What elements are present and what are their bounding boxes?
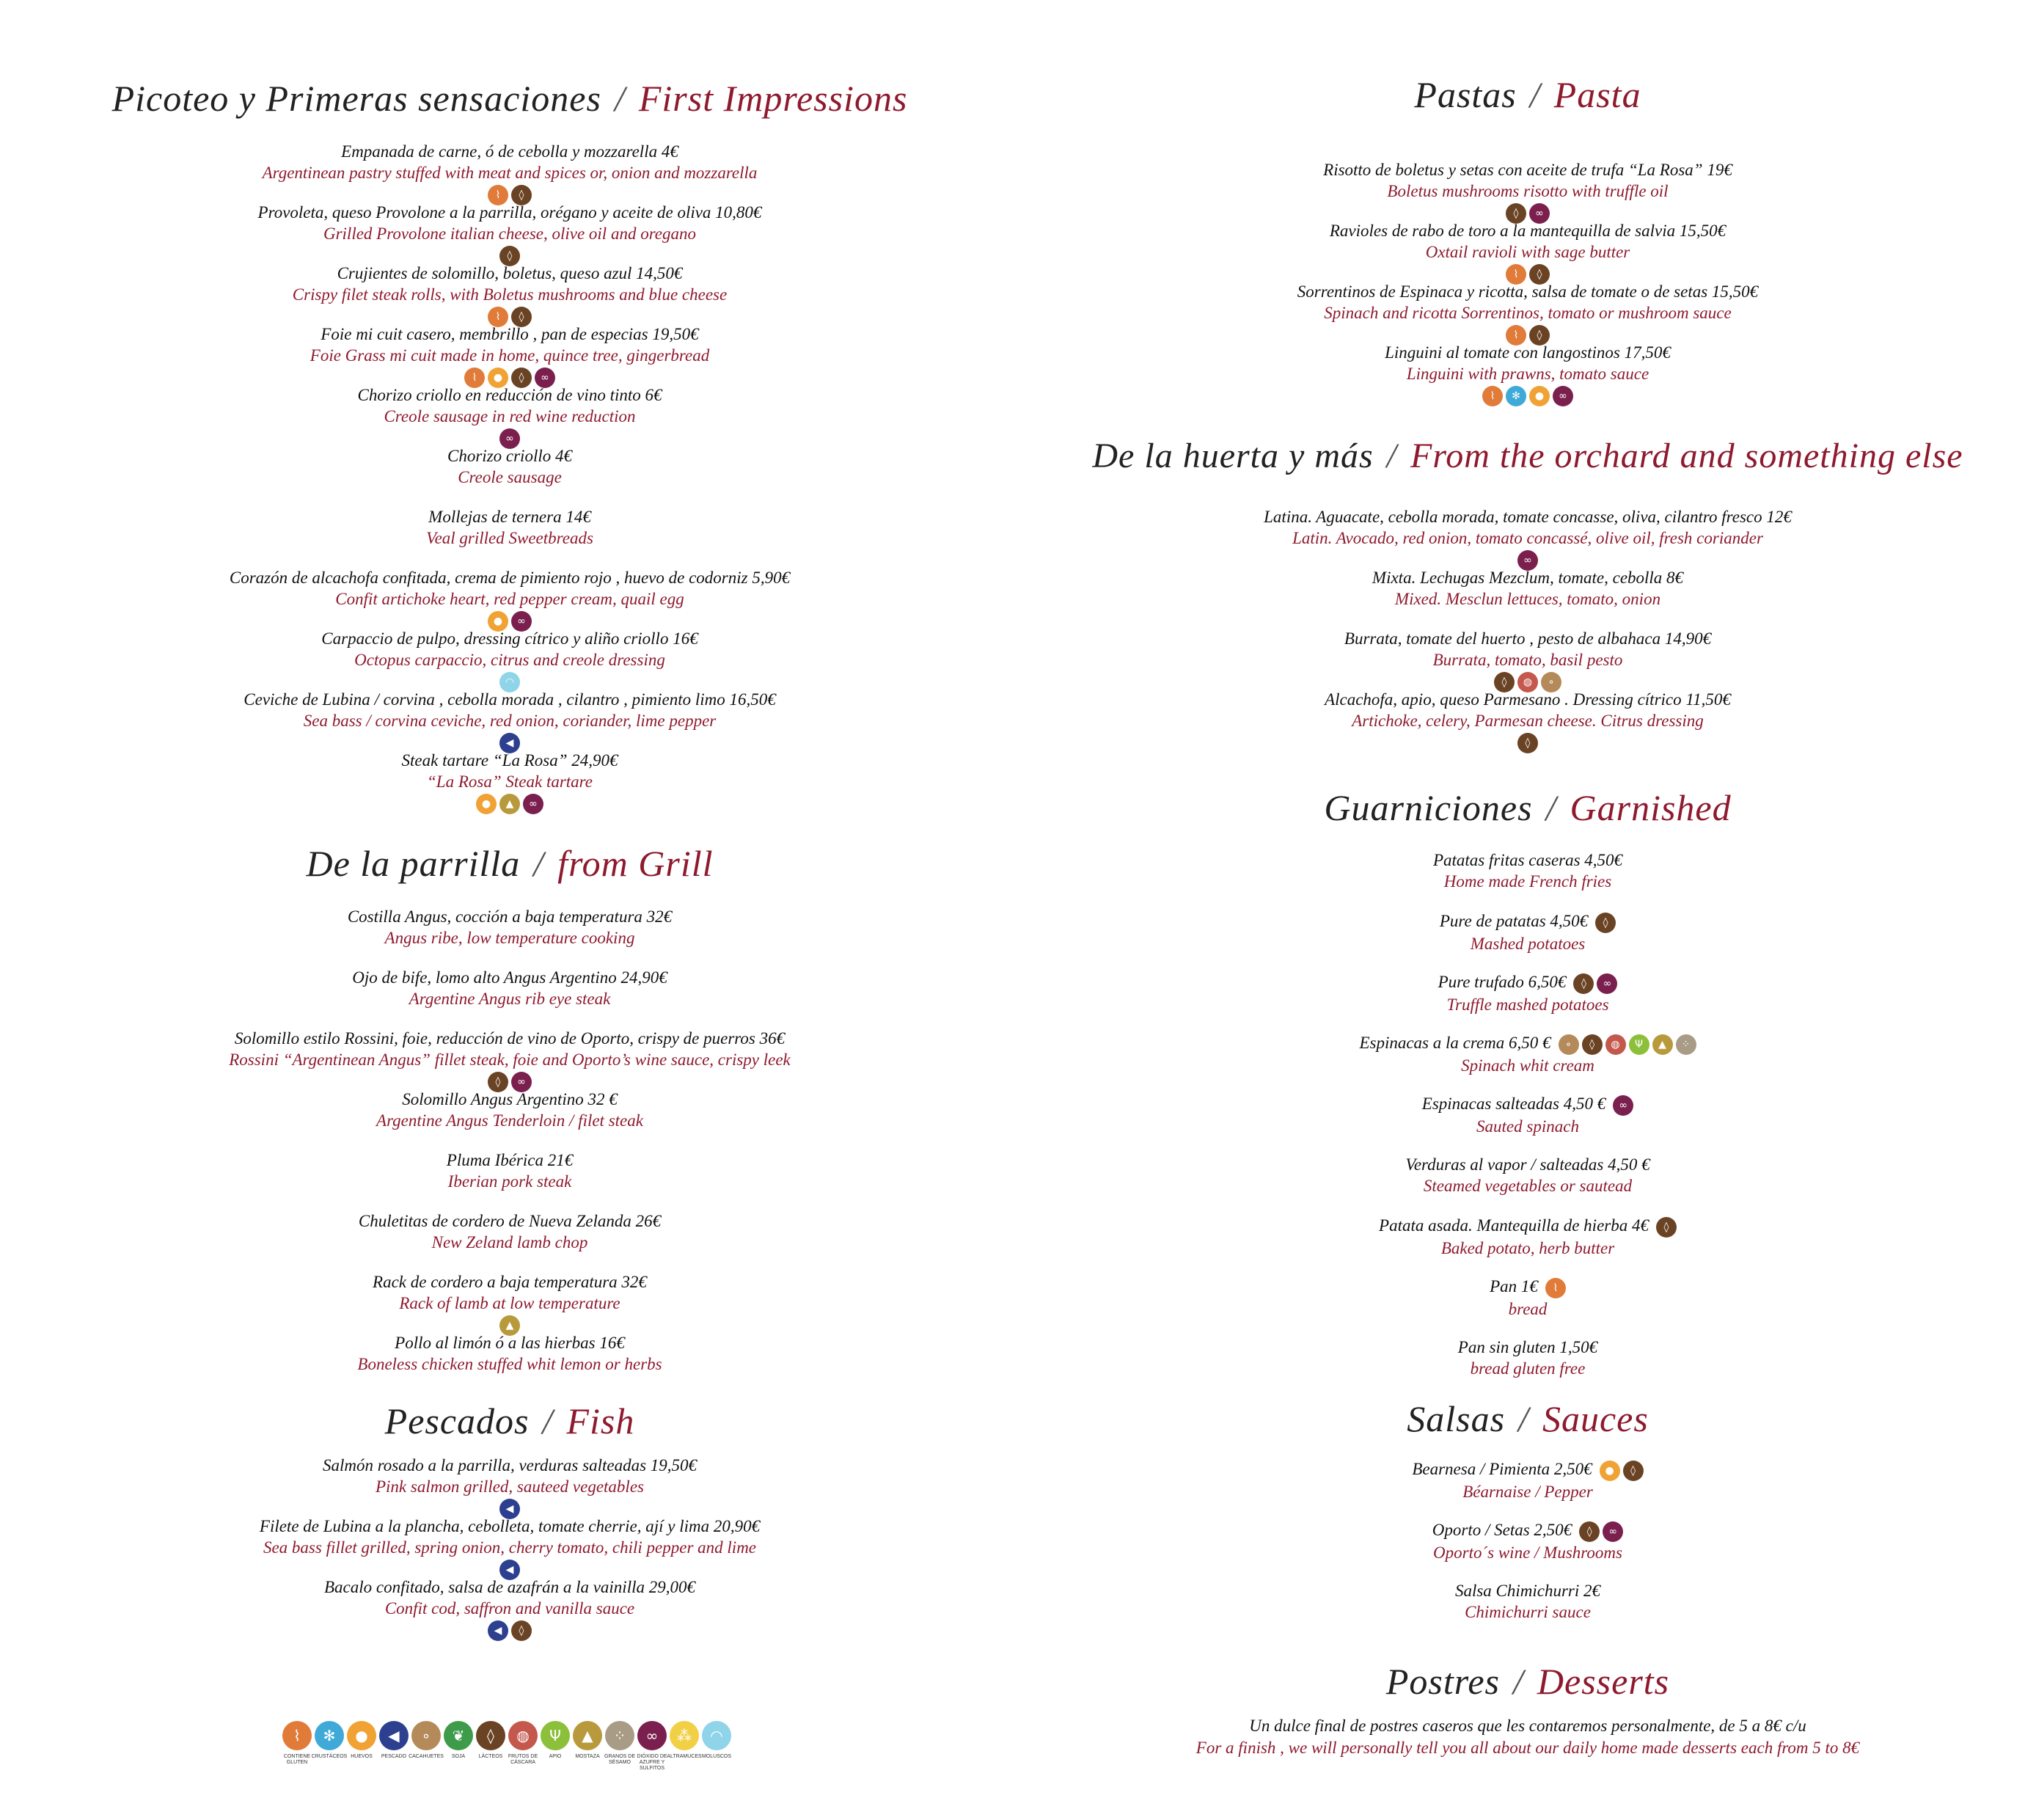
menu-item: Burrata, tomate del huerto , pesto de albahaca 14,90€ Burrata, tomato, basil pesto ◊ ◍ ∘ bbox=[1019, 628, 2036, 692]
mustard-icon: ▲ bbox=[573, 1721, 602, 1750]
sulphite-icon: ∞ bbox=[511, 1072, 532, 1092]
legend-item-peanuts: ∘ CACAHUETES bbox=[411, 1721, 442, 1772]
menu-item: Risotto de boletus y setas con aceite de trufa “La Rosa” 19€ Boletus mushrooms risotto with truffle oil ◊ ∞ bbox=[1019, 159, 2036, 224]
menu-item: Patata asada. Mantequilla de hierba 4€ ◊ Baked potato, herb butter bbox=[1019, 1215, 2036, 1259]
fish-icon: ◀ bbox=[499, 1560, 520, 1580]
menu-item: Filete de Lubina a la plancha, cebolleta, tomate cherrie, ají y lima 20,90€ Sea bass fillet grilled, spring onion, cherry tomato, chili pepper and lime ◀ bbox=[0, 1516, 1019, 1580]
menu-item: Mollejas de ternera 14€ Veal grilled Sweetbreads bbox=[426, 508, 593, 547]
milk-jug-icon: ◊ bbox=[511, 368, 532, 388]
fish-icon: ◀ bbox=[488, 1620, 508, 1641]
fish-icon: ◀ bbox=[379, 1721, 409, 1750]
wheat-icon: ⌇ bbox=[1482, 386, 1503, 406]
wheat-icon: ⌇ bbox=[488, 185, 508, 205]
milk-jug-icon: ◊ bbox=[511, 1620, 532, 1641]
section-title-pasta: Pastas / Pasta bbox=[1414, 74, 1641, 115]
menu-item: Chorizo criollo 4€ Creole sausage bbox=[447, 447, 572, 486]
menu-item: Sorrentinos de Espinaca y ricotta, salsa de tomate o de setas 15,50€ Spinach and ricotta Sorrentinos, tomato or mushroom sauce ⌇ ◊ bbox=[1019, 281, 2036, 346]
sulphite-icon: ∞ bbox=[535, 368, 555, 388]
milk-jug-icon: ◊ bbox=[488, 1072, 508, 1092]
celery-icon: Ψ bbox=[1629, 1034, 1649, 1055]
section-title-fish: Pescados / Fish bbox=[384, 1400, 635, 1441]
menu-item: Salsa Chimichurri 2€ Chimichurri sauce bbox=[1454, 1582, 1601, 1621]
menu-item: Latina. Aguacate, cebolla morada, tomate concasse, oliva, cilantro fresco 12€ Latin. Avocado, red onion, tomato concassé, olive oil, fresh coriander ∞ bbox=[1019, 506, 2036, 571]
menu-item: Espinacas salteadas 4,50 € ∞ Sauted spinach bbox=[1019, 1093, 2036, 1137]
legend-item-eggs: ● HUEVOS bbox=[346, 1721, 377, 1772]
sulphite-icon: ∞ bbox=[1529, 203, 1550, 224]
legend-item-nuts: ◍ FRUTOS DE CÁSCARA bbox=[508, 1721, 538, 1772]
wheat-icon: ⌇ bbox=[1506, 264, 1526, 285]
sesame-icon: ⁘ bbox=[605, 1721, 634, 1750]
menu-item: Salmón rosado a la parrilla, verduras salteadas 19,50€ Pink salmon grilled, sauteed vegetables ◀ bbox=[0, 1455, 1019, 1519]
shell-icon: ◠ bbox=[499, 672, 520, 692]
sulphite-icon: ∞ bbox=[523, 794, 543, 814]
milk-jug-icon: ◊ bbox=[1494, 672, 1515, 692]
sulphite-icon: ∞ bbox=[1553, 386, 1573, 406]
milk-jug-icon: ◊ bbox=[1517, 733, 1538, 753]
menu-item: Solomillo Angus Argentino 32 € Argentine Angus Tenderloin / filet steak bbox=[376, 1090, 643, 1130]
legend-item-fish: ◀ PESCADO bbox=[378, 1721, 409, 1772]
legend-item-sesame: ⁘ GRANOS DE SÉSAMO bbox=[604, 1721, 635, 1772]
menu-item: Chorizo criollo en reducción de vino tinto 6€ Creole sausage in red wine reduction ∞ bbox=[0, 384, 1019, 449]
section-title-grill: De la parrilla / from Grill bbox=[306, 843, 714, 884]
milk-jug-icon: ◊ bbox=[1529, 264, 1550, 285]
menu-item: Foie mi cuit casero, membrillo , pan de especias 19,50€ Foie Grass mi cuit made in home, quince tree, gingerbread ⌇ ● ◊ ∞ bbox=[0, 324, 1019, 388]
milk-jug-icon: ◊ bbox=[1595, 913, 1616, 933]
menu-item: Carpaccio de pulpo, dressing cítrico y aliño criollo 16€ Octopus carpaccio, citrus and creole dressing ◠ bbox=[0, 628, 1019, 692]
section-title-desserts: Postres / Desserts bbox=[1385, 1661, 1670, 1702]
legend-item-celery: Ψ APIO bbox=[540, 1721, 571, 1772]
milk-jug-icon: ◊ bbox=[499, 246, 520, 266]
sulphite-icon: ∞ bbox=[637, 1721, 667, 1750]
menu-item: Pollo al limón ó a las hierbas 16€ Boneless chicken stuffed whit lemon or herbs bbox=[357, 1334, 662, 1373]
menu-item: Pure trufado 6,50€ ◊ ∞ Truffle mashed potatoes bbox=[1019, 971, 2036, 1015]
menu-item: Mixta. Lechugas Mezclum, tomate, cebolla 8€ Mixed. Mesclun lettuces, tomato, onion bbox=[1372, 569, 1684, 608]
legend-item-lupins: ⁂ ALTRAMUCES bbox=[669, 1721, 700, 1772]
menu-item: Pan sin gluten 1,50€ bread gluten free bbox=[1457, 1338, 1598, 1378]
milk-jug-icon: ◊ bbox=[476, 1721, 505, 1750]
desserts-description: Un dulce final de postres caseros que les contaremos personalmente, de 5 a 8€ c/u For a finish , we will personally tell you all about our daily home made desserts each from 5 to 8€ bbox=[1195, 1717, 1860, 1757]
fish-icon: ◀ bbox=[499, 1499, 520, 1519]
celery-icon: Ψ bbox=[541, 1721, 570, 1750]
menu-item: Ravioles de rabo de toro a la mantequilla de salvia 15,50€ Oxtail ravioli with sage butter ⌇ ◊ bbox=[1019, 220, 2036, 285]
sulphite-icon: ∞ bbox=[1613, 1095, 1633, 1116]
menu-item: Ceviche de Lubina / corvina , cebolla morada , cilantro , pimiento limo 16,50€ Sea bass / corvina ceviche, red onion, coriander, lime pepper ◀ bbox=[0, 689, 1019, 753]
fish-icon: ◀ bbox=[499, 733, 520, 753]
milk-jug-icon: ◊ bbox=[1656, 1217, 1677, 1238]
milk-jug-icon: ◊ bbox=[511, 307, 532, 327]
menu-item: Bearnesa / Pimienta 2,50€ ● ◊ Béarnaise / Pepper bbox=[1019, 1458, 2036, 1502]
egg-icon: ● bbox=[347, 1721, 376, 1750]
shell-icon: ◠ bbox=[702, 1721, 731, 1750]
legend-item-molluscs: ◠ MOLUSCOS bbox=[701, 1721, 732, 1772]
milk-jug-icon: ◊ bbox=[1623, 1461, 1644, 1481]
legend-item-dairy: ◊ LÁCTEOS bbox=[475, 1721, 506, 1772]
menu-item: Alcachofa, apio, queso Parmesano . Dressing cítrico 11,50€ Artichoke, celery, Parmesan cheese. Citrus dressing ◊ bbox=[1019, 689, 2036, 753]
milk-jug-icon: ◊ bbox=[1506, 203, 1526, 224]
menu-item: Pluma Ibérica 21€ Iberian pork steak bbox=[446, 1151, 574, 1191]
sulphite-icon: ∞ bbox=[1603, 1521, 1623, 1542]
nut-icon: ◍ bbox=[1605, 1034, 1626, 1055]
menu-item: Steak tartare “La Rosa” 24,90€ “La Rosa” Steak tartare ● ▲ ∞ bbox=[0, 750, 1019, 814]
menu-item: Bacalo confitado, salsa de azafrán a la vainilla 29,00€ Confit cod, saffron and vanilla sauce ◀ ◊ bbox=[0, 1576, 1019, 1641]
crab-icon: ✻ bbox=[1506, 386, 1526, 406]
wheat-icon: ⌇ bbox=[1506, 325, 1526, 346]
crab-icon: ✻ bbox=[315, 1721, 344, 1750]
menu-item: Crujientes de solomillo, boletus, queso azul 14,50€ Crispy filet steak rolls, with Boletus mushrooms and blue cheese ⌇ ◊ bbox=[0, 263, 1019, 327]
peanut-icon: ∘ bbox=[411, 1721, 441, 1750]
peanut-icon: ∘ bbox=[1541, 672, 1561, 692]
wheat-icon: ⌇ bbox=[464, 368, 485, 388]
egg-icon: ● bbox=[476, 794, 497, 814]
sulphite-icon: ∞ bbox=[1517, 550, 1538, 571]
mustard-icon: ▲ bbox=[499, 794, 520, 814]
legend-item-mustard: ▲ MOSTAZA bbox=[572, 1721, 603, 1772]
menu-item: Corazón de alcachofa confitada, crema de pimiento rojo , huevo de codorniz 5,90€ Confit artichoke heart, red pepper cream, quail egg ● ∞ bbox=[0, 567, 1019, 632]
milk-jug-icon: ◊ bbox=[1529, 325, 1550, 346]
wheat-icon: ⌇ bbox=[488, 307, 508, 327]
nut-icon: ◍ bbox=[508, 1721, 538, 1750]
milk-jug-icon: ◊ bbox=[511, 185, 532, 205]
legend-item-crustaceans: ✻ CRUSTÁCEOS bbox=[314, 1721, 345, 1772]
menu-item: Patatas fritas caseras 4,50€ Home made French fries bbox=[1432, 851, 1623, 891]
milk-jug-icon: ◊ bbox=[1579, 1521, 1600, 1542]
mustard-icon: ▲ bbox=[499, 1315, 520, 1336]
sulphite-icon: ∞ bbox=[511, 611, 532, 632]
lupin-icon: ⁂ bbox=[670, 1721, 699, 1750]
milk-jug-icon: ◊ bbox=[1582, 1034, 1603, 1055]
menu-item: Espinacas a la crema 6,50 € ∘ ◊ ◍ Ψ ▲ ⁘ Spinach whit cream bbox=[1019, 1032, 2036, 1076]
sulphite-icon: ∞ bbox=[1597, 973, 1617, 994]
menu-item: Costilla Angus, cocción a baja temperatura 32€ Angus ribe, low temperature cooking bbox=[347, 907, 673, 947]
section-title-garnished: Guarniciones / Garnished bbox=[1324, 787, 1732, 828]
egg-icon: ● bbox=[488, 611, 508, 632]
menu-item: Linguini al tomate con langostinos 17,50€ Linguini with prawns, tomato sauce ⌇ ✻ ● ∞ bbox=[1019, 342, 2036, 406]
menu-item: Verduras al vapor / salteadas 4,50 € Steamed vegetables or sautead bbox=[1405, 1155, 1650, 1195]
mustard-icon: ▲ bbox=[1652, 1034, 1673, 1055]
menu-item: Ojo de bife, lomo alto Angus Argentino 24,90€ Argentine Angus rib eye steak bbox=[352, 968, 667, 1008]
egg-icon: ● bbox=[1600, 1461, 1620, 1481]
menu-item: Solomillo estilo Rossini, foie, reducción de vino de Oporto, crispy de puerros 36€ Rossini “Argentinean Angus” fillet steak, foie and Oporto’s wine sauce, crispy leek ◊ ∞ bbox=[0, 1028, 1019, 1092]
menu-item: Empanada de carne, ó de cebolla y mozzarella 4€ Argentinean pastry stuffed with meat and spices or, onion and mozzarella ⌇ ◊ bbox=[0, 141, 1019, 205]
legend-item-gluten: ⌇ CONTIENE GLUTEN bbox=[282, 1721, 312, 1772]
legend-item-soy: ❦ SOJA bbox=[443, 1721, 474, 1772]
peanut-icon: ∘ bbox=[1559, 1034, 1579, 1055]
egg-icon: ● bbox=[1529, 386, 1550, 406]
wheat-icon: ⌇ bbox=[1545, 1278, 1566, 1298]
wheat-icon: ⌇ bbox=[282, 1721, 312, 1750]
section-title-sauces: Salsas / Sauces bbox=[1407, 1398, 1649, 1439]
menu-item: Oporto / Setas 2,50€ ◊ ∞ Oporto´s wine / Mushrooms bbox=[1432, 1521, 1622, 1562]
legend-item-sulphites: ∞ DIÓXIDO DE AZUFRE Y SULFITOS bbox=[637, 1721, 667, 1772]
milk-jug-icon: ◊ bbox=[1573, 973, 1594, 994]
menu-item: Pan 1€ ⌇ bread bbox=[1019, 1276, 2036, 1320]
allergen-legend bbox=[282, 1721, 732, 1772]
soy-icon: ❦ bbox=[444, 1721, 473, 1750]
menu-item: Rack de cordero a baja temperatura 32€ Rack of lamb at low temperature ▲ bbox=[0, 1271, 1019, 1336]
egg-icon: ● bbox=[488, 368, 508, 388]
section-title-first-impressions: Picoteo y Primeras sensaciones / First Impressions bbox=[111, 78, 908, 119]
menu-item: Pure de patatas 4,50€ ◊ Mashed potatoes bbox=[1019, 910, 2036, 954]
sulphite-icon: ∞ bbox=[499, 428, 520, 449]
menu-item: Provoleta, queso Provolone a la parrilla, orégano y aceite de oliva 10,80€ Grilled Provolone italian cheese, olive oil and oregano ◊ bbox=[0, 202, 1019, 266]
section-title-orchard: De la huerta y más / From the orchard and something else bbox=[1092, 436, 1963, 475]
menu-item: Chuletitas de cordero de Nueva Zelanda 26€ New Zeland lamb chop bbox=[358, 1212, 662, 1251]
nut-icon: ◍ bbox=[1517, 672, 1538, 692]
sesame-icon: ⁘ bbox=[1676, 1034, 1696, 1055]
